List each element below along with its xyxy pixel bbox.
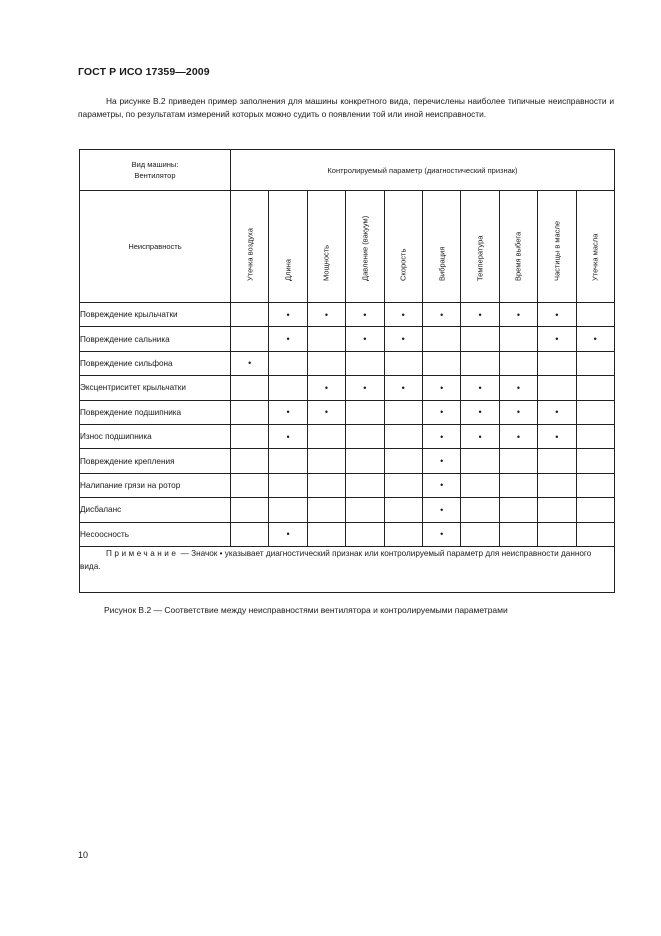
empty-cell (346, 400, 384, 424)
marker-cell: • (307, 400, 345, 424)
empty-cell (576, 473, 614, 497)
empty-cell (499, 351, 537, 375)
empty-cell (269, 376, 307, 400)
empty-cell (307, 449, 345, 473)
table-row (80, 424, 615, 448)
marker-cell: • (346, 327, 384, 351)
marker-cell: • (269, 400, 307, 424)
marker-cell: • (384, 327, 422, 351)
marker-cell: • (269, 424, 307, 448)
empty-cell (231, 473, 269, 497)
empty-cell (461, 351, 499, 375)
table-row (80, 303, 615, 327)
parameter-label: Мощность (321, 244, 331, 281)
empty-cell (307, 424, 345, 448)
parameter-label: Длина (283, 259, 293, 281)
marker-cell: • (461, 400, 499, 424)
marker-cell: • (307, 376, 345, 400)
marker-cell: • (461, 303, 499, 327)
empty-cell (538, 498, 576, 522)
marker-cell: • (499, 376, 537, 400)
empty-cell (231, 303, 269, 327)
empty-cell (461, 449, 499, 473)
empty-cell (231, 522, 269, 546)
empty-cell (384, 473, 422, 497)
marker-cell: • (576, 327, 614, 351)
marker-cell: • (422, 498, 460, 522)
marker-cell: • (422, 376, 460, 400)
table-row (80, 473, 615, 497)
empty-cell (346, 498, 384, 522)
parameter-header (269, 191, 307, 303)
parameter-label: Давление (вакуум) (360, 215, 370, 281)
table-row (80, 498, 615, 522)
empty-cell (307, 498, 345, 522)
empty-cell (576, 424, 614, 448)
empty-cell (269, 498, 307, 522)
note-text: — Значок • указывает диагностический признак или контролируемый параметр для неисправности данного вида. (80, 548, 592, 571)
parameter-header (461, 191, 499, 303)
marker-cell: • (346, 376, 384, 400)
table-note (80, 546, 615, 592)
parameter-header (538, 191, 576, 303)
fault-name: Дисбаланс (80, 498, 231, 522)
parameter-group-header: Контролируемый параметр (диагностический признак) (231, 150, 615, 191)
table-row (80, 449, 615, 473)
marker-cell: • (269, 327, 307, 351)
marker-cell: • (499, 303, 537, 327)
empty-cell (576, 376, 614, 400)
fault-parameter-table (79, 149, 615, 593)
empty-cell (576, 351, 614, 375)
empty-cell (461, 522, 499, 546)
empty-cell (499, 498, 537, 522)
parameter-header (576, 191, 614, 303)
empty-cell (231, 376, 269, 400)
empty-cell (576, 303, 614, 327)
figure-caption: Рисунок В.2 — Соответствие между неисправностями вентилятора и контролируемыми параметрами (104, 605, 508, 615)
parameter-label: Вибрация (437, 246, 447, 281)
parameter-label: Температура (475, 235, 485, 281)
fault-name: Налипание грязи на ротор (80, 473, 231, 497)
parameter-label: Утечка масла (590, 233, 600, 281)
parameter-label: Частицы в масле (552, 220, 562, 281)
empty-cell (576, 449, 614, 473)
empty-cell (231, 449, 269, 473)
empty-cell (269, 449, 307, 473)
empty-cell (576, 400, 614, 424)
marker-cell: • (538, 400, 576, 424)
fault-name: Повреждение сильфона (80, 351, 231, 375)
empty-cell (538, 473, 576, 497)
marker-cell: • (422, 522, 460, 546)
fault-column-header: Неисправность (80, 191, 231, 303)
parameter-header (307, 191, 345, 303)
fault-name: Повреждение крепления (80, 449, 231, 473)
empty-cell (499, 449, 537, 473)
table-row (80, 522, 615, 546)
empty-cell (538, 449, 576, 473)
marker-cell: • (538, 303, 576, 327)
empty-cell (422, 327, 460, 351)
marker-cell: • (384, 376, 422, 400)
marker-cell: • (307, 303, 345, 327)
parameter-header (231, 191, 269, 303)
empty-cell (231, 400, 269, 424)
empty-cell (499, 473, 537, 497)
machine-type-value: Вентилятор (134, 171, 176, 180)
empty-cell (461, 473, 499, 497)
empty-cell (538, 351, 576, 375)
marker-cell: • (422, 303, 460, 327)
parameter-header (384, 191, 422, 303)
marker-cell: • (538, 424, 576, 448)
marker-cell: • (422, 473, 460, 497)
parameter-label: Скорость (398, 248, 408, 281)
empty-cell (307, 351, 345, 375)
fault-name: Повреждение подшипника (80, 400, 231, 424)
marker-cell: • (269, 303, 307, 327)
empty-cell (231, 498, 269, 522)
empty-cell (269, 351, 307, 375)
empty-cell (499, 327, 537, 351)
page-number: 10 (78, 850, 89, 860)
marker-cell: • (422, 449, 460, 473)
marker-cell: • (384, 303, 422, 327)
empty-cell (422, 351, 460, 375)
empty-cell (461, 498, 499, 522)
empty-cell (307, 522, 345, 546)
marker-cell: • (422, 424, 460, 448)
table-row (80, 376, 615, 400)
empty-cell (231, 327, 269, 351)
empty-cell (384, 351, 422, 375)
empty-cell (384, 449, 422, 473)
empty-cell (346, 424, 384, 448)
marker-cell: • (231, 351, 269, 375)
empty-cell (346, 522, 384, 546)
empty-cell (346, 449, 384, 473)
document-header: ГОСТ Р ИСО 17359—2009 (78, 66, 210, 78)
empty-cell (269, 473, 307, 497)
empty-cell (307, 473, 345, 497)
empty-cell (384, 424, 422, 448)
fault-name: Эксцентриситет крыльчатки (80, 376, 231, 400)
table-row (80, 400, 615, 424)
empty-cell (231, 424, 269, 448)
fault-name: Износ подшипника (80, 424, 231, 448)
fault-name: Несоосность (80, 522, 231, 546)
empty-cell (384, 522, 422, 546)
empty-cell (384, 400, 422, 424)
marker-cell: • (346, 303, 384, 327)
empty-cell (346, 473, 384, 497)
note-label: Примечание (106, 548, 179, 558)
empty-cell (384, 498, 422, 522)
parameter-header (346, 191, 384, 303)
parameter-header (499, 191, 537, 303)
marker-cell: • (499, 400, 537, 424)
marker-cell: • (461, 376, 499, 400)
marker-cell: • (538, 327, 576, 351)
machine-type-label: Вид машины: (131, 160, 179, 169)
machine-type-cell (80, 150, 231, 191)
fault-name: Повреждение крыльчатки (80, 303, 231, 327)
marker-cell: • (422, 400, 460, 424)
table-row (80, 351, 615, 375)
intro-paragraph: На рисунке В.2 приведен пример заполнения для машины конкретного вида, перечислены наиболее типичные неисправности и параметры, по результатам измерений которых можно судить о появлении той или иной неисправности. (78, 96, 614, 119)
marker-cell: • (461, 424, 499, 448)
empty-cell (499, 522, 537, 546)
empty-cell (576, 522, 614, 546)
marker-cell: • (499, 424, 537, 448)
empty-cell (346, 351, 384, 375)
parameter-label: Утечка воздуха (245, 228, 255, 281)
empty-cell (538, 376, 576, 400)
parameter-header (422, 191, 460, 303)
fault-name: Повреждение сальника (80, 327, 231, 351)
empty-cell (538, 522, 576, 546)
empty-cell (461, 327, 499, 351)
marker-cell: • (269, 522, 307, 546)
empty-cell (576, 498, 614, 522)
parameter-label: Время выбега (513, 231, 523, 281)
empty-cell (307, 327, 345, 351)
table-row (80, 327, 615, 351)
